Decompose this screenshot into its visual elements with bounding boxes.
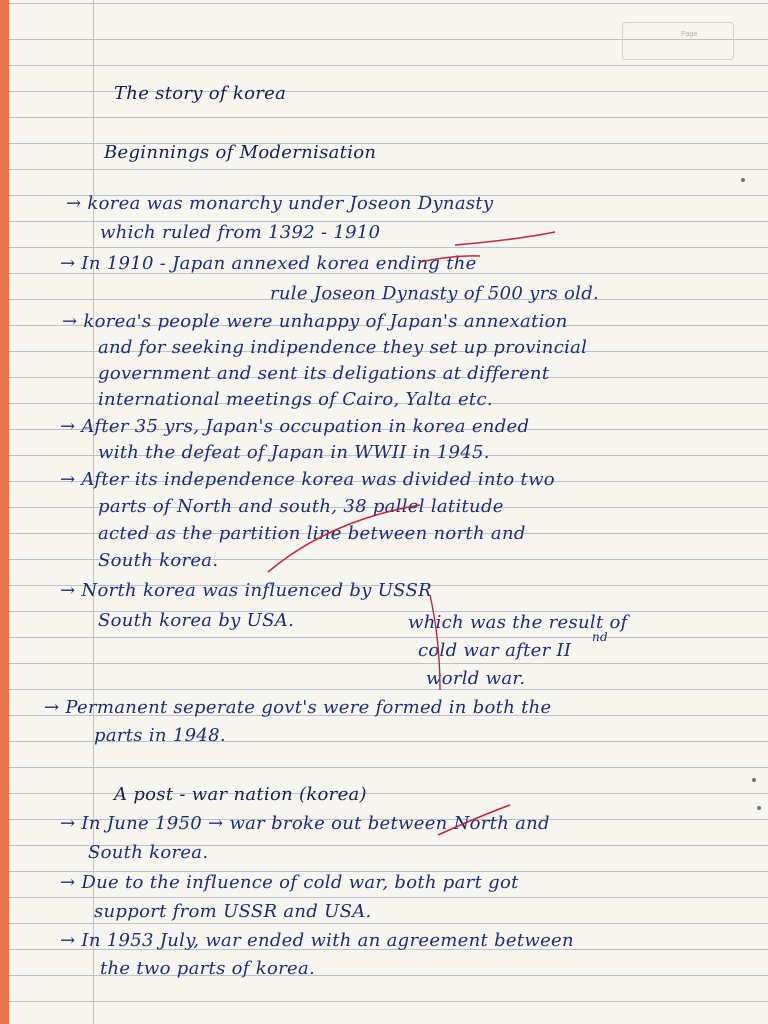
section-heading: A post - war nation (korea) (114, 784, 367, 805)
punch-dot (757, 806, 761, 810)
note-line: → After 35 yrs, Japan's occupation in korea ended (60, 416, 530, 437)
note-line: → korea's people were unhappy of Japan's annexation (62, 311, 568, 332)
note-line: parts of North and south, 38 pallel latitude (98, 496, 504, 517)
page-edge (0, 0, 9, 1024)
page-title: The story of korea (114, 83, 287, 104)
red-check-mark (455, 232, 555, 245)
note-line: → In June 1950 → war broke out between North and (60, 813, 550, 834)
note-line: government and sent its deligations at different (98, 363, 550, 384)
note-line: South korea. (98, 550, 219, 571)
punch-dot (752, 778, 756, 782)
note-line: → After its independence korea was divided into two (60, 469, 555, 490)
note-line: acted as the partition line between north and (98, 523, 526, 544)
punch-dot (741, 178, 745, 182)
note-line: → In 1910 - Japan annexed korea ending the (60, 253, 477, 274)
margin-line (93, 0, 94, 1024)
note-line: cold war after II (418, 640, 572, 661)
note-line: South korea. (88, 842, 209, 863)
note-line: which ruled from 1392 - 1910 (100, 222, 381, 243)
note-line: → In 1953 July, war ended with an agreement between (60, 930, 574, 951)
note-line: and for seeking indipendence they set up provincial (98, 337, 588, 358)
note-line: international meetings of Cairo, Yalta etc. (98, 389, 493, 410)
note-line: → Due to the influence of cold war, both part got (60, 872, 519, 893)
note-line: world war. (426, 668, 526, 689)
section-heading: Beginnings of Modernisation (104, 142, 377, 163)
note-line: rule Joseon Dynasty of 500 yrs old. (270, 283, 600, 304)
note-line: → Permanent seperate govt's were formed in both the (44, 697, 552, 718)
note-line: support from USSR and USA. (94, 901, 372, 922)
note-line: with the defeat of Japan in WWII in 1945. (98, 442, 490, 463)
superscript: nd (592, 630, 609, 644)
note-line: South korea by USA. (98, 610, 295, 631)
page-label: Page (681, 31, 698, 38)
note-line: which was the result of (408, 612, 628, 633)
note-line: the two parts of korea. (100, 958, 316, 979)
note-line: parts in 1948. (94, 725, 226, 746)
note-line: → North korea was influenced by USSR (60, 580, 432, 601)
note-line: → korea was monarchy under Joseon Dynasty (66, 193, 494, 214)
page-number-box (622, 22, 734, 60)
